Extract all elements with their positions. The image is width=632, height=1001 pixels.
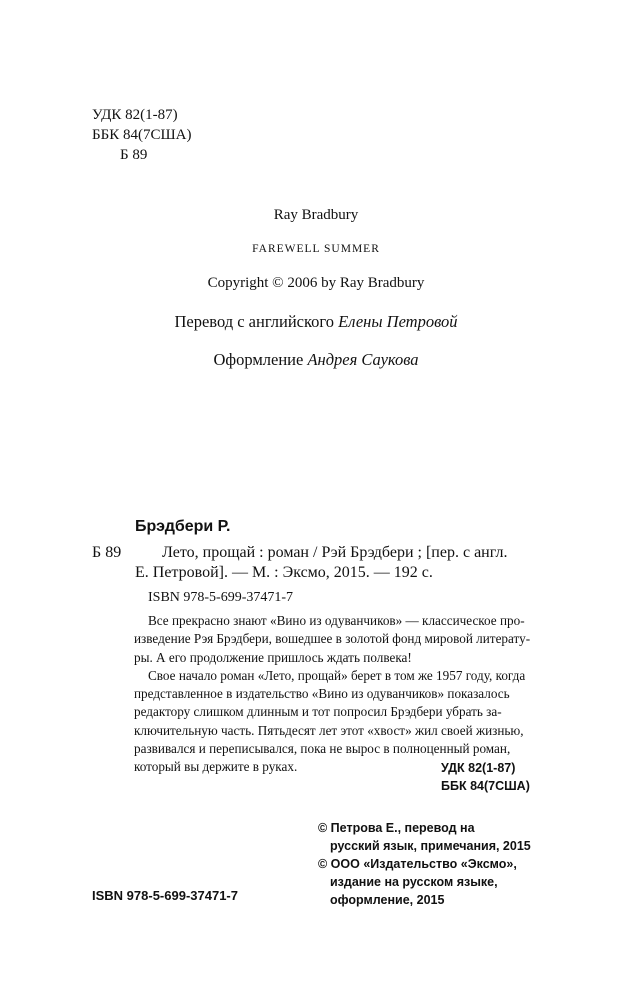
designer-name: Андрея Саукова (307, 350, 419, 369)
copyright-publisher-line: оформление, 2015 (330, 893, 445, 907)
design-label: Оформление (213, 350, 304, 369)
design-credit (0, 350, 632, 370)
translation-label: Перевод с английского (174, 312, 335, 331)
author-mark: Б 89 (120, 147, 148, 163)
translation-credit (0, 312, 632, 332)
annotation (134, 612, 548, 777)
title-original: FAREWELL SUMMER (252, 243, 380, 255)
card-author-heading: Брэдбери Р. (135, 518, 231, 535)
annotation-line: представленное в издательство «Вино из одуванчиков» показалось (134, 686, 510, 702)
card-isbn: ISBN 978-5-699-37471-7 (148, 590, 294, 605)
annotation-line: развивался и переписывался, пока не вырос в полноценный роман, (134, 741, 511, 757)
copyright-publisher-line: © ООО «Издательство «Эксмо», (318, 857, 517, 871)
annotation-line: изведение Рэя Брэдбери, вошедшее в золотой фонд мировой литерату- (134, 631, 531, 647)
copyright-publisher-line: издание на русском языке, (330, 875, 498, 889)
card-line-2: Е. Петровой]. — М. : Эксмо, 2015. — 192 с. (135, 564, 433, 581)
udk-code: УДК 82(1-87) (92, 107, 178, 123)
annotation-line: Свое начало роман «Лето, прощай» берет в том же 1957 году, когда (148, 667, 526, 683)
card-author-mark: Б 89 (92, 544, 122, 561)
annotation-line: Все прекрасно знают «Вино из одуванчиков» — классическое про- (148, 613, 525, 628)
udk-code-right: УДК 82(1-87) (441, 761, 516, 775)
annotation-line: ры. А его продолжение пришлось ждать полвека! (134, 649, 412, 665)
card-line-1: Лето, прощай : роман / Рэй Брэдбери ; [пер. с англ. (162, 544, 508, 561)
annotation-line: редактору слишком длинным и тот попросил Брэдбери убрать за- (134, 704, 502, 720)
copyright-line: Copyright © 2006 by Ray Bradbury (207, 275, 425, 291)
bbk-code: ББК 84(7США) (92, 127, 192, 143)
copyright-translator-line: © Петрова Е., перевод на (318, 821, 475, 835)
annotation-line: ключительную часть. Пятьдесят лет этот «хвост» жил своей жизнью, (134, 722, 524, 738)
isbn-bottom: ISBN 978-5-699-37471-7 (92, 888, 238, 903)
bbk-code-right: ББК 84(7США) (441, 779, 530, 793)
author-original: Ray Bradbury (273, 207, 359, 223)
copyright-translator-line: русский язык, примечания, 2015 (330, 839, 531, 853)
annotation-line: который вы держите в руках. (134, 759, 298, 775)
translator-name: Елены Петровой (338, 312, 458, 331)
